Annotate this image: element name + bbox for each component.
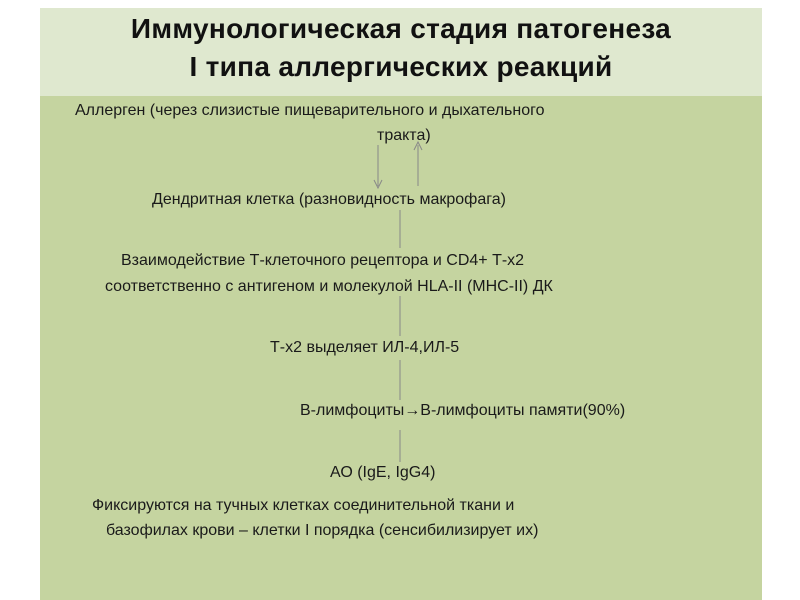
antibodies-text: АО (IgE, IgG4) [330, 464, 436, 481]
title-line-1: Иммунологическая стадия патогенеза [130, 13, 672, 44]
allergen-text-line-2: тракта) [377, 127, 431, 144]
fixation-text-line-2: базофилах крови – клетки I порядка (сенсибилизирует их) [106, 522, 539, 539]
b-lymphocytes-text: В-лимфоциты→В-лимфоциты памяти(90%) [300, 402, 626, 419]
title-line-2: I типа аллергических реакций [189, 51, 613, 82]
interaction-text-line-2: соответственно с антигеном и молекулой HLA-II (МНС-II) ДК [105, 278, 553, 295]
interaction-text-line-1: Взаимодействие Т-клеточного рецептора и CD4+ Т-х2 [121, 252, 525, 269]
th2-text: Т-х2 выделяет ИЛ-4,ИЛ-5 [270, 339, 460, 356]
fixation-text-line-1: Фиксируются на тучных клетках соединительной ткани и [92, 497, 515, 514]
allergen-text-line-1: Аллерген (через слизистые пищеварительного и дыхательного [75, 102, 545, 119]
dendritic-cell-text: Дендритная клетка (разновидность макрофага) [152, 191, 506, 208]
